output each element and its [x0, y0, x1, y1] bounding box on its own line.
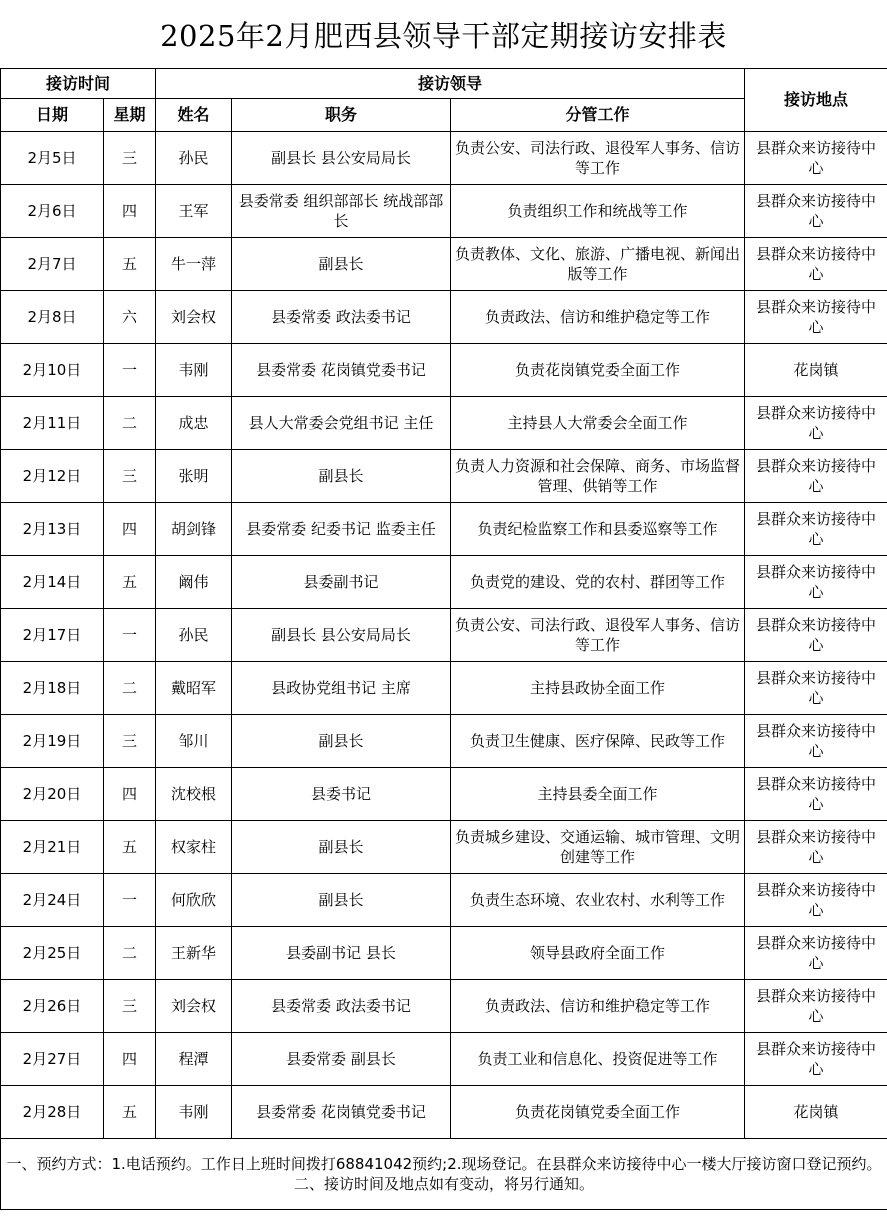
location-cell: 花岗镇: [745, 344, 887, 397]
header-name: 姓名: [156, 99, 232, 132]
note-line: 二、接访时间及地点如有变动，将另行通知。: [294, 1175, 595, 1193]
date-cell: 2月20日: [1, 768, 104, 821]
date-cell: 2月8日: [1, 291, 104, 344]
duty-cell: 负责花岗镇党委全面工作: [451, 1086, 745, 1139]
name-cell: 刘会权: [156, 980, 232, 1033]
weekday-cell: 二: [104, 397, 156, 450]
position-cell: 县政协党组书记 主席: [232, 662, 451, 715]
weekday-cell: 三: [104, 715, 156, 768]
name-cell: 王新华: [156, 927, 232, 980]
table-row: [1, 344, 887, 397]
duty-cell: 负责政法、信访和维护稳定等工作: [451, 291, 745, 344]
location-cell: 县群众来访接待中心: [745, 715, 887, 768]
duty-cell: 负责组织工作和统战等工作: [451, 185, 745, 238]
schedule-table: [0, 68, 887, 1210]
position-cell: 县委常委 副县长: [232, 1033, 451, 1086]
duty-cell: 负责卫生健康、医疗保障、民政等工作: [451, 715, 745, 768]
duty-cell: 负责花岗镇党委全面工作: [451, 344, 745, 397]
table-row: [1, 980, 887, 1033]
note-line: 一、预约方式：1.电话预约。工作日上班时间拨打68841042预约;2.现场登记。在县群众来访接待中心一楼大厅接访窗口登记预约。: [6, 1155, 882, 1173]
name-cell: 何欣欣: [156, 874, 232, 927]
duty-cell: 负责公安、司法行政、退役军人事务、信访等工作: [451, 609, 745, 662]
date-cell: 2月18日: [1, 662, 104, 715]
weekday-cell: 六: [104, 291, 156, 344]
location-cell: 县群众来访接待中心: [745, 556, 887, 609]
weekday-cell: 一: [104, 609, 156, 662]
weekday-cell: 五: [104, 821, 156, 874]
position-cell: 县委常委 纪委书记 监委主任: [232, 503, 451, 556]
table-row: [1, 1033, 887, 1086]
name-cell: 张明: [156, 450, 232, 503]
position-cell: 县人大常委会党组书记 主任: [232, 397, 451, 450]
date-cell: 2月12日: [1, 450, 104, 503]
duty-cell: 负责工业和信息化、投资促进等工作: [451, 1033, 745, 1086]
duty-cell: 负责城乡建设、交通运输、城市管理、文明创建等工作: [451, 821, 745, 874]
weekday-cell: 五: [104, 1086, 156, 1139]
location-cell: 县群众来访接待中心: [745, 185, 887, 238]
table-row: [1, 132, 887, 185]
weekday-cell: 四: [104, 185, 156, 238]
date-cell: 2月19日: [1, 715, 104, 768]
location-cell: 县群众来访接待中心: [745, 768, 887, 821]
table-row: [1, 874, 887, 927]
table-row: [1, 1086, 887, 1139]
weekday-cell: 一: [104, 344, 156, 397]
location-cell: 县群众来访接待中心: [745, 980, 887, 1033]
table-row: [1, 450, 887, 503]
duty-cell: 主持县委全面工作: [451, 768, 745, 821]
location-cell: 县群众来访接待中心: [745, 238, 887, 291]
weekday-cell: 四: [104, 503, 156, 556]
location-cell: 县群众来访接待中心: [745, 291, 887, 344]
location-cell: 县群众来访接待中心: [745, 450, 887, 503]
date-cell: 2月26日: [1, 980, 104, 1033]
table-row: [1, 397, 887, 450]
position-cell: 县委常委 花岗镇党委书记: [232, 344, 451, 397]
position-cell: 副县长: [232, 238, 451, 291]
duty-cell: 主持县政协全面工作: [451, 662, 745, 715]
date-cell: 2月7日: [1, 238, 104, 291]
location-cell: 县群众来访接待中心: [745, 609, 887, 662]
name-cell: 沈校根: [156, 768, 232, 821]
date-cell: 2月28日: [1, 1086, 104, 1139]
weekday-cell: 三: [104, 980, 156, 1033]
name-cell: 韦刚: [156, 344, 232, 397]
header-weekday: 星期: [104, 99, 156, 132]
date-cell: 2月5日: [1, 132, 104, 185]
table-row: [1, 185, 887, 238]
position-cell: 县委常委 政法委书记: [232, 291, 451, 344]
position-cell: 副县长 县公安局局长: [232, 609, 451, 662]
location-cell: 县群众来访接待中心: [745, 132, 887, 185]
header-location: 接访地点: [745, 69, 887, 132]
table-row: [1, 609, 887, 662]
name-cell: 刘会权: [156, 291, 232, 344]
date-cell: 2月17日: [1, 609, 104, 662]
location-cell: 县群众来访接待中心: [745, 1033, 887, 1086]
duty-cell: 主持县人大常委会全面工作: [451, 397, 745, 450]
header-leader-group: 接访领导: [156, 69, 745, 99]
date-cell: 2月27日: [1, 1033, 104, 1086]
duty-cell: 负责教体、文化、旅游、广播电视、新闻出版等工作: [451, 238, 745, 291]
duty-cell: 领导县政府全面工作: [451, 927, 745, 980]
location-cell: 县群众来访接待中心: [745, 821, 887, 874]
weekday-cell: 四: [104, 1033, 156, 1086]
location-cell: 县群众来访接待中心: [745, 503, 887, 556]
position-cell: 副县长 县公安局局长: [232, 132, 451, 185]
date-cell: 2月24日: [1, 874, 104, 927]
table-row: [1, 291, 887, 344]
name-cell: 程潭: [156, 1033, 232, 1086]
weekday-cell: 三: [104, 132, 156, 185]
name-cell: 胡剑锋: [156, 503, 232, 556]
name-cell: 成忠: [156, 397, 232, 450]
weekday-cell: 二: [104, 927, 156, 980]
date-cell: 2月13日: [1, 503, 104, 556]
location-cell: 县群众来访接待中心: [745, 874, 887, 927]
date-cell: 2月10日: [1, 344, 104, 397]
date-cell: 2月21日: [1, 821, 104, 874]
position-cell: 县委副书记: [232, 556, 451, 609]
duty-cell: 负责政法、信访和维护稳定等工作: [451, 980, 745, 1033]
schedule-body: [1, 132, 887, 1139]
name-cell: 王军: [156, 185, 232, 238]
date-cell: 2月25日: [1, 927, 104, 980]
duty-cell: 负责人力资源和社会保障、商务、市场监督管理、供销等工作: [451, 450, 745, 503]
weekday-cell: 四: [104, 768, 156, 821]
header-date: 日期: [1, 99, 104, 132]
position-cell: 副县长: [232, 821, 451, 874]
page-title: 2025年2月肥西县领导干部定期接访安排表: [160, 18, 727, 53]
header-time-group: 接访时间: [1, 69, 156, 99]
date-cell: 2月14日: [1, 556, 104, 609]
table-row: [1, 768, 887, 821]
weekday-cell: 三: [104, 450, 156, 503]
position-cell: 县委常委 花岗镇党委书记: [232, 1086, 451, 1139]
table-row: [1, 556, 887, 609]
name-cell: 孙民: [156, 609, 232, 662]
weekday-cell: 一: [104, 874, 156, 927]
date-cell: 2月6日: [1, 185, 104, 238]
position-cell: 副县长: [232, 450, 451, 503]
location-cell: 花岗镇: [745, 1086, 887, 1139]
position-cell: 县委书记: [232, 768, 451, 821]
table-row: [1, 927, 887, 980]
position-cell: 县委常委 政法委书记: [232, 980, 451, 1033]
name-cell: 阚伟: [156, 556, 232, 609]
name-cell: 戴昭军: [156, 662, 232, 715]
weekday-cell: 二: [104, 662, 156, 715]
table-row: [1, 503, 887, 556]
name-cell: 牛一萍: [156, 238, 232, 291]
name-cell: 孙民: [156, 132, 232, 185]
name-cell: 韦刚: [156, 1086, 232, 1139]
table-row: [1, 821, 887, 874]
header-position: 职务: [232, 99, 451, 132]
table-row: [1, 715, 887, 768]
position-cell: 县委副书记 县长: [232, 927, 451, 980]
duty-cell: 负责生态环境、农业农村、水利等工作: [451, 874, 745, 927]
weekday-cell: 五: [104, 238, 156, 291]
location-cell: 县群众来访接待中心: [745, 927, 887, 980]
weekday-cell: 五: [104, 556, 156, 609]
location-cell: 县群众来访接待中心: [745, 397, 887, 450]
position-cell: 副县长: [232, 715, 451, 768]
duty-cell: 负责纪检监察工作和县委巡察等工作: [451, 503, 745, 556]
duty-cell: 负责党的建设、党的农村、群团等工作: [451, 556, 745, 609]
name-cell: 邹川: [156, 715, 232, 768]
header-duty: 分管工作: [451, 99, 745, 132]
table-row: [1, 662, 887, 715]
date-cell: 2月11日: [1, 397, 104, 450]
position-cell: 副县长: [232, 874, 451, 927]
position-cell: 县委常委 组织部部长 统战部部长: [232, 185, 451, 238]
table-row: [1, 238, 887, 291]
location-cell: 县群众来访接待中心: [745, 662, 887, 715]
duty-cell: 负责公安、司法行政、退役军人事务、信访等工作: [451, 132, 745, 185]
notes-cell: [1, 1139, 887, 1210]
name-cell: 权家柱: [156, 821, 232, 874]
